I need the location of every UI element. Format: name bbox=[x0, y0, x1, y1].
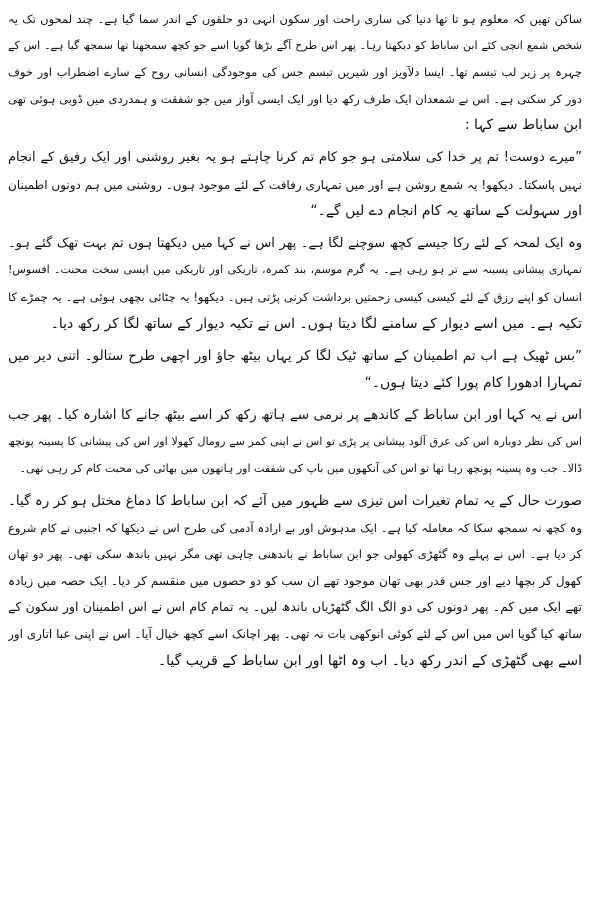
paragraph-5 bbox=[8, 402, 582, 482]
text-line: وہ ایک لمحہ کے لئے رکا جیسے کچھ سوچنے لگا ہے۔ پھر اس نے کہا میں دیکھتا ہوں تم بہت تھک گئے ہو۔ bbox=[8, 235, 582, 251]
paragraph-2 bbox=[8, 145, 582, 225]
text-line: ڈالا۔ جب وہ پسینہ پونچھ رہا تھا تو اس کی آنکھوں میں باپ کی شفقت اور ہاتھوں میں بھائی کی محبت کام کر رہی تھی۔ bbox=[19, 461, 582, 475]
paragraph-1 bbox=[8, 6, 582, 139]
text-line: تکیہ ہے۔ میں اسے دیوار کے سامنے لگا دیتا ہوں۔ اس نے تکیہ دیوار کے ساتھ لگا کر رکھ دیا۔ bbox=[50, 315, 582, 332]
text-line: ساتھ کیا گویا اس میں اس کے لئے کوئی انوکھی بات نہ تھی۔ پھر اچانک اسے کچھ خیال آیا۔ اس نے اپنی عبا اتاری اور bbox=[8, 627, 582, 642]
text-line: تمہاری پیشانی پسینہ سے تر ہو رہی ہے۔ یہ گرم موسم، بند کمرہ، تاریکی اور تاریکی میں ایسی سخت محنت۔ افسوس! bbox=[8, 263, 582, 277]
text-line: تمہارا ادھورا کام پورا کئے دیتا ہوں۔“ bbox=[364, 374, 582, 391]
paragraph-3 bbox=[8, 231, 582, 337]
text-line: صورت حال کے یہ تمام تغیرات اس تیزی سے ظہور میں آئے کہ ابن ساباط کا دماغ مختل ہو کر رہ گیا۔ bbox=[8, 493, 582, 510]
text-line: اور سہولت کے ساتھ یہ کام انجام دے لیں گے۔“ bbox=[310, 203, 582, 220]
text-line: اسے بھی گٹھڑی کے اندر رکھ دیا۔ اب وہ اٹھا اور ابن ساباط کے قریب گیا۔ bbox=[157, 652, 582, 669]
text-line: ابن ساباط سے کہا : bbox=[464, 117, 582, 134]
text-line: شخص شمع انچی کئے ابن ساباط کو دیکھتا رہا۔ پھر اس طرح آگے بڑھا گویا اسے جو کچھ سمجھنا تھا سمجھ گیا ہے۔ اس کے bbox=[8, 38, 582, 52]
text-line: دور کر سکتی ہے۔ اس نے شمعدان ایک طرف رکھ دیا اور ایک ایسی آواز میں جو شفقت و ہمدردی میں ڈوبی ہوئی تھی bbox=[8, 91, 582, 106]
text-line: انسان کو اپنے رزق کے لئے کیسی کیسی زحمتیں برداشت کرنی پڑتی ہیں۔ دیکھو! یہ چٹائی بچھی ہوئی ہے۔ یہ چمڑے کا bbox=[8, 289, 582, 304]
text-line: وہ کچھ نہ سمجھ سکا کہ معاملہ کیا ہے۔ ایک مدہوش اور بے ارادہ آدمی کی طرح اس نے دیکھا کہ اجنبی نے کام شروع bbox=[8, 520, 582, 535]
paragraph-6 bbox=[8, 488, 582, 674]
text-line: ساکن تھیں کہ معلوم ہو تا تھا دنیا کی ساری راحت اور سکون انہی دو حلقوں کے اندر سما گیا ہے۔ چند لمحوں تک یہ bbox=[8, 12, 582, 26]
text-line: اس نے یہ کہا اور ابن ساباط کے کاندھے پر نرمی سے ہاتھ رکھ کر اسے بیٹھ جانے کا اشارہ کیا۔ پھر جب bbox=[8, 407, 582, 424]
text-line: تھے ایک میں کم۔ پھر دونوں کی دو الگ الگ گٹھڑیاں باندھ لیں۔ یہ تمام کام اس نے اس اطمینان اور سکون کے bbox=[8, 599, 582, 615]
text-line: نہیں پاسکتا۔ دیکھو! یہ شمع روشن ہے اور میں تمہاری رفاقت کے لئے موجود ہوں۔ روشنی میں ہم دونوں اطمینان bbox=[8, 177, 582, 192]
paragraph-4 bbox=[8, 343, 582, 396]
text-line: چہرہ پر زیر لب تبسم تھا۔ ایسا دلآویز اور شیریں تبسم جس کی موجودگی انسانی روح کے سارے اضطراب اور خوف bbox=[8, 65, 582, 80]
text-line: کھول کر بچھا دیے اور جس قدر بھی تھان موجود تھے ان سب کو دو حصوں میں منقسم کر دیا۔ ایک حصہ میں زیادہ bbox=[8, 573, 582, 588]
text-line: اس کی نظر دوبارہ اس کی عرق آلود پیشانی پر پڑی تو اس نے اپنی کمر سے رومال کھولا اور اس کی پیشانی کا پسینہ پونچھ bbox=[8, 434, 582, 448]
text-line: ”بس ٹھیک ہے اب تم اطمینان کے ساتھ ٹیک لگا کر یہاں بیٹھ جاؤ اور اچھی طرح ستالو۔ اتنی دیر میں bbox=[8, 348, 582, 365]
text-line: ”میرے دوست! تم پر خدا کی سلامتی ہو جو کام تم کرنا چاہتے ہو یہ بغیر روشنی اور ایک رفیق کے انجام bbox=[8, 149, 582, 165]
text-line: کر دیا ہے۔ اس نے پہلے وہ گٹھڑی کھولی جو ابن ساباط نے باندھنی چاہی تھی مگر نہیں باندھ سکی تھی۔ پھر دو تھان bbox=[8, 547, 582, 562]
